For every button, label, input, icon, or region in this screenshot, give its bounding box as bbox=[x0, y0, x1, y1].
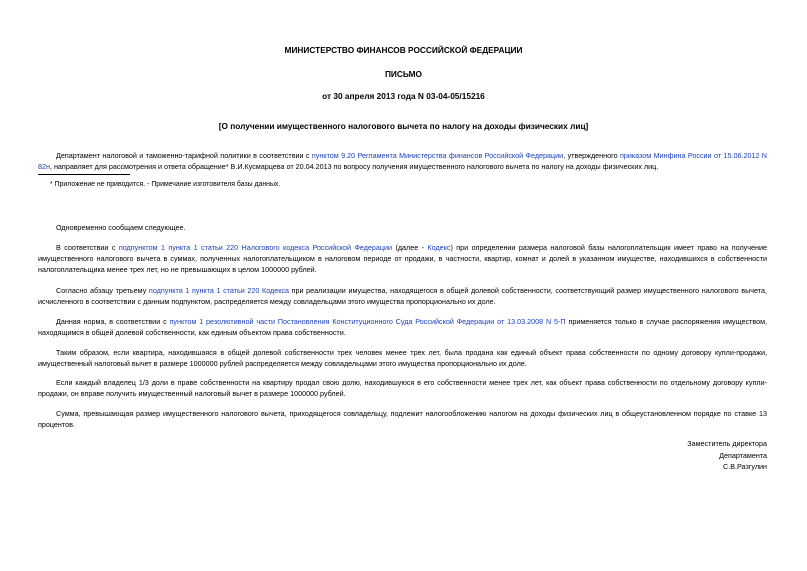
signatory-title: Заместитель директора bbox=[687, 439, 767, 448]
subject-heading: [О получении имущественного налогового вычета по налогу на доходы физических лиц] bbox=[218, 121, 589, 131]
tax-code-article-link[interactable]: подпунктом 1 пункта 1 статьи 220 Налогового кодекса Российской Федерации bbox=[118, 243, 393, 252]
intro-paragraph: Департамент налоговой и таможенно-тарифной политики в соответствии с пунктом 9.20 Регламента Министерства финансов Российской Федерации, утвержденного приказом Минфина России от 15.06.2012 N 82н, направляет для рассмотрения и ответа обращение* В.И.Кусмарцева от 20.04.2013 по вопросу получения имущественного налогового вычета по налогу на доходы физических лиц. bbox=[38, 151, 768, 171]
court-ruling-link[interactable]: пунктом 1 резолютивной части Постановления Конституционного Суда Российской Федерации от 13.03.2008 N 5-П bbox=[169, 317, 566, 326]
excess-sum-paragraph: Сумма, превышающая размер имущественного налогового вычета, приходящегося совладельцу, подлежит налогообложению налогом на доходы физических лиц в общеустановленном порядке по ставке 13 процентов. bbox=[38, 409, 767, 429]
each-owner-paragraph: Если каждый владелец 1/3 доли в праве собственности на квартиру продал свою долю, находившуюся в его собственности менее трех лет, как объект права собственности по отдельному договору купли-продажи, он вправе получить имущественный налоговый вычет в размере 1000000 рублей. bbox=[38, 378, 767, 398]
date-number-heading: от 30 апреля 2013 года N 03-04-05/15216 bbox=[322, 91, 485, 101]
simultaneously-paragraph: Одновременно сообщаем следующее. bbox=[56, 223, 186, 232]
signature-block bbox=[687, 438, 767, 473]
ministry-heading: МИНИСТЕРСТВО ФИНАНСОВ РОССИЙСКОЙ ФЕДЕРАЦИИ bbox=[284, 45, 523, 55]
third-clause-paragraph: Согласно абзацу третьему подпункта 1 пункта 1 статьи 220 Кодекса при реализации имущества, находящегося в общей долевой собственности, соответствующий размер имущественного налогового вычета, исчисленного в соответствии с данным подпунктом, распределяется между совладельцами этого имущества пропорционально их доле. bbox=[38, 286, 767, 306]
order-link[interactable]: приказом Минфина России от 15.06.2012 N 82н bbox=[38, 151, 768, 171]
code-link[interactable]: Кодекс bbox=[427, 243, 451, 252]
signatory-name: С.В.Разгулин bbox=[723, 462, 767, 471]
norm-paragraph: Данная норма, в соответствии с пунктом 1 резолютивной части Постановления Конституционного Суда Российской Федерации от 13.03.2008 N 5-П применяется только в случае распоряжения имуществом, находящимся в общей долевой собственности, как единым объектом права собственности. bbox=[38, 317, 768, 337]
accordance-paragraph: В соответствии с подпунктом 1 пункта 1 статьи 220 Налогового кодекса Российской Федерации (далее - Кодекс) при определении размера налоговой базы налогоплательщик имеет право на получение имущественного налогового вычета в суммах, полученных налогоплательщиком в налоговом периоде от продажи, в частности, квартир, комнат и долей в указанном имуществе, находившихся в собственности налогоплательщика менее трех лет, но не превышающих в целом 1000000 рублей. bbox=[38, 243, 767, 274]
footnote-divider bbox=[38, 174, 130, 175]
doc-type-heading: ПИСЬМО bbox=[384, 69, 423, 79]
code-subclause-link[interactable]: подпункта 1 пункта 1 статьи 220 Кодекса bbox=[148, 286, 290, 295]
regulation-link[interactable]: пунктом 9.20 Регламента Министерства финансов Российской Федерации bbox=[311, 151, 564, 160]
signatory-department: Департамента bbox=[719, 450, 767, 460]
thus-paragraph: Таким образом, если квартира, находившаяся в общей долевой собственности трех человек менее трех лет, была продана как единый объект права собственности по одному договору купли-продажи, имущественный налоговый вычет в размере 1000000 рублей распределяется между совладельцами этого имущества пропорционально их доле. bbox=[38, 348, 767, 368]
footnote: * Приложение не приводится. - Примечание изготовителя базы данных. bbox=[50, 181, 281, 188]
